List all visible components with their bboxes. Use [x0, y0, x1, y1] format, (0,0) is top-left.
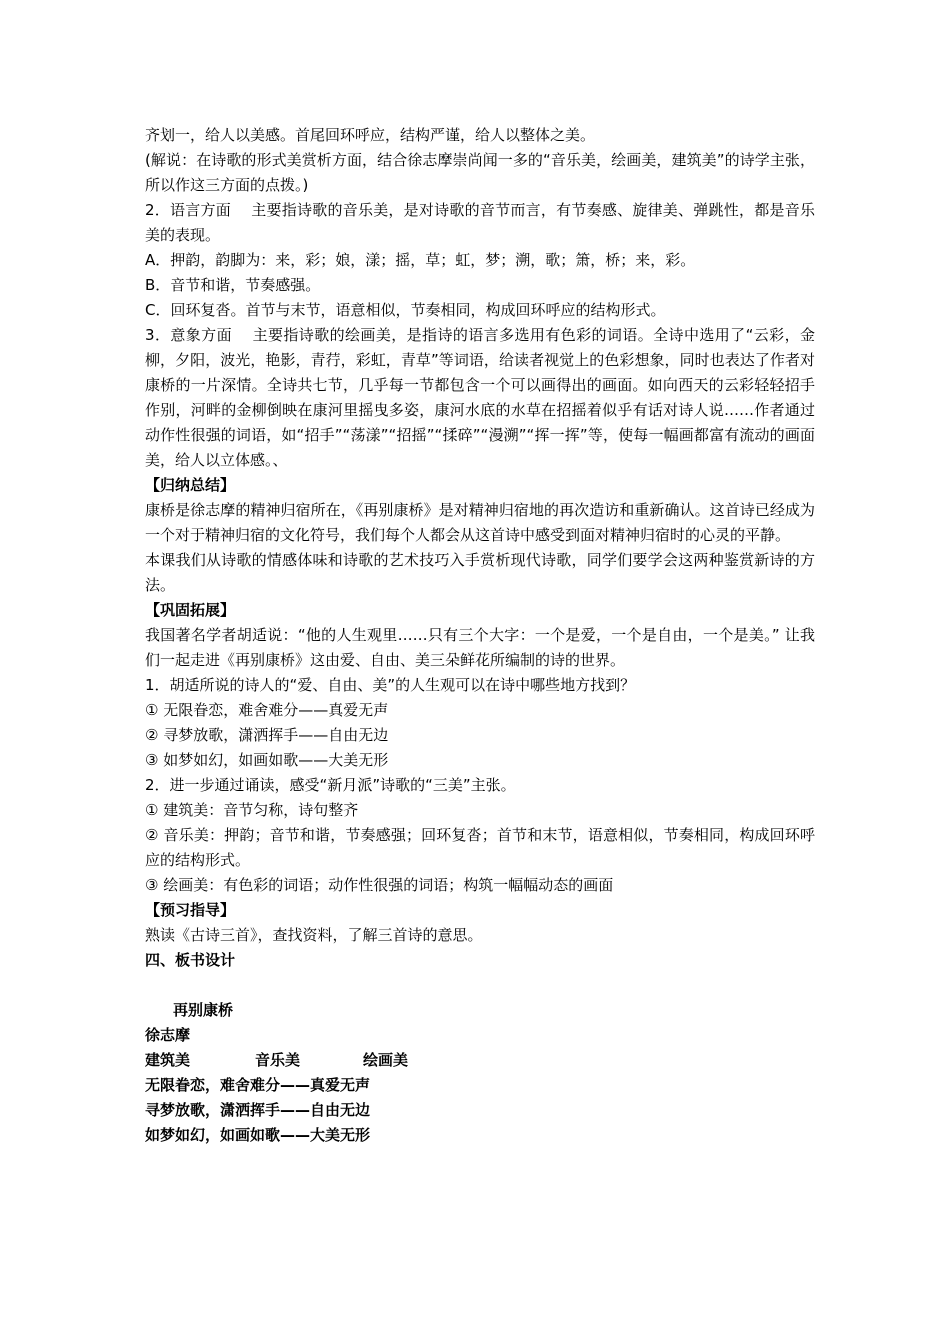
beauty-label: 建筑美 — [145, 1051, 191, 1069]
summary-heading: 【归纳总结】 — [145, 476, 236, 494]
board-title: 再别康桥 — [173, 1001, 234, 1019]
beauty-label: 音乐美 — [255, 1051, 301, 1069]
board-line: 寻梦放歌，潇洒挥手——自由无边 — [145, 1101, 371, 1119]
rhythm-item: B．音节和谐，节奏感强。 — [145, 276, 321, 294]
answer-item: ③ 绘画美：有色彩的词语；动作性很强的词语；构筑一幅幅动态的画面 — [145, 876, 614, 894]
extension-intro: 我国著名学者胡适说：“他的人生观里……只有三个大字：一个是爱，一个是自由，一个是美。” 让我们一起走进《再别康桥》这由爱、自由、美三朵鲜花所编制的诗的世界。 — [145, 626, 815, 669]
extension-heading: 【巩固拓展】 — [145, 601, 236, 619]
preview-text: 熟读《古诗三首》，查找资料，了解三首诗的意思。 — [145, 926, 483, 944]
spacer — [145, 973, 815, 998]
section-heading: 四、板书设计 — [145, 951, 236, 969]
answer-item: ② 音乐美：押韵；音节和谐，节奏感强；回环复沓；首节和末节，语意相似，节奏相同，构成回环呼应的结构形式。 — [145, 826, 815, 869]
question: 2．进一步通过诵读，感受“新月派”诗歌的“三美”主张。 — [145, 776, 516, 794]
preview-heading: 【预习指导】 — [145, 901, 236, 919]
summary-paragraph: 本课我们从诗歌的情感体味和诗歌的艺术技巧入手赏析现代诗歌，同学们要学会这两种鉴赏新诗的方法。 — [145, 551, 815, 594]
board-author: 徐志摩 — [145, 1026, 191, 1044]
beauty-label: 绘画美 — [363, 1051, 409, 1069]
imagery-aspect: 3．意象方面 主要指诗歌的绘画美，是指诗的语言多选用有色彩的词语。全诗中选用了“云彩，金柳，夕阳，波光，艳影，青荇，彩虹，青草”等词语，给读者视觉上的色彩想象，同时也表达了作者对康桥的一片深情。全诗共七节，几乎每一节都包含一个可以画得出的画面。如向西天的云彩轻轻招手作别，河畔的金柳倒映在康河里摇曳多姿，康河水底的水草在招摇着似乎有话对诗人说……作者通过动作性很强的词语，如“招手”“荡漾”“招摇”“揉碎”“漫溯”“挥一挥”等，使每一幅画都富有流动的画面美，给人以立体感。、 — [145, 326, 815, 469]
answer-item: ① 无限眷恋，难舍难分——真爱无声 — [145, 701, 389, 719]
language-aspect: 2．语言方面 主要指诗歌的音乐美，是对诗歌的音节而言，有节奏感、旋律美、弹跳性，都是音乐美的表现。 — [145, 201, 815, 244]
question: 1．胡适所说的诗人的“爱、自由、美”的人生观可以在诗中哪些地方找到？ — [145, 676, 636, 694]
board-line: 无限眷恋，难舍难分——真爱无声 — [145, 1076, 371, 1094]
explanation-note: (解说：在诗歌的形式美赏析方面，结合徐志摩崇尚闻一多的“音乐美，绘画美，建筑美”的诗学主张，所以作这三方面的点拨。) — [145, 151, 815, 194]
rhyme-item: A．押韵，韵脚为：来，彩；娘，漾；摇，草；虹，梦；溯，歌；箫，桥；来，彩。 — [145, 251, 696, 269]
paragraph: 齐划一，给人以美感。首尾回环呼应，结构严谨，给人以整体之美。 — [145, 126, 596, 144]
answer-item: ① 建筑美：音节匀称，诗句整齐 — [145, 801, 359, 819]
repetition-item: C．回环复沓。首节与末节，语意相似，节奏相同，构成回环呼应的结构形式。 — [145, 301, 666, 319]
answer-item: ② 寻梦放歌，潇洒挥手——自由无边 — [145, 726, 389, 744]
answer-item: ③ 如梦如幻，如画如歌——大美无形 — [145, 751, 389, 769]
summary-paragraph: 康桥是徐志摩的精神归宿所在，《再别康桥》是对精神归宿地的再次造访和重新确认。这首诗已经成为一个对于精神归宿的文化符号，我们每个人都会从这首诗中感受到面对精神归宿时的心灵的平静。 — [145, 501, 815, 544]
board-beauties — [145, 1048, 815, 1073]
board-line: 如梦如幻，如画如歌——大美无形 — [145, 1126, 371, 1144]
document-body — [145, 123, 815, 1148]
